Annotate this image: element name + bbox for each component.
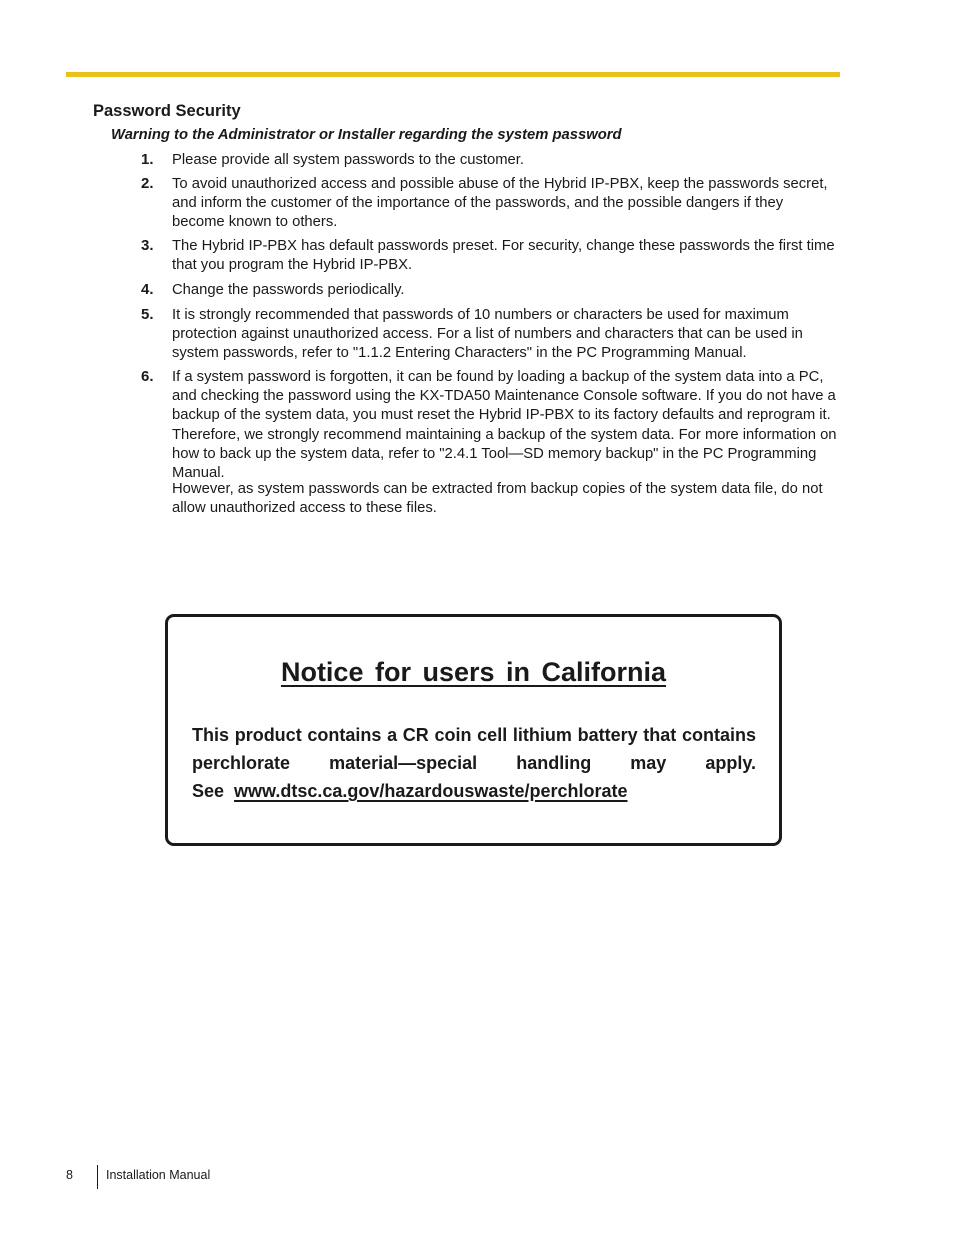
notice-body-text: This product contains a CR coin cell lithium battery that contains perchlorate material—special handling may apply. See <box>192 725 756 801</box>
list-item-text: Change the passwords periodically. <box>172 282 405 298</box>
list-item-number: 3. <box>141 237 154 254</box>
footer-divider <box>97 1165 98 1189</box>
notice-title-text: Notice for users in California <box>280 657 667 687</box>
list-item-number: 1. <box>141 151 154 168</box>
list-item-text: If a system password is forgotten, it can be found by loading a backup of the system data into a PC, and checking the password using the KX-TDA50 Maintenance Console software. If you do not have a backup of the system data, you must reset the Hybrid IP-PBX to its factory defaults and reprogram it. Therefore, we strongly recommend maintaining a backup of the system data. For more information on how to back up the system data, refer to "2.4.1 Tool—SD memory backup" in the PC Programming Manual. <box>172 369 837 482</box>
notice-title <box>168 655 779 689</box>
page-number: 8 <box>66 1168 73 1182</box>
section-title: Password Security <box>93 102 241 120</box>
list-item-number: 5. <box>141 306 154 323</box>
header-accent-rule <box>66 72 840 77</box>
list-item-text: The Hybrid IP-PBX has default passwords preset. For security, change these passwords the first time that you program the Hybrid IP-PBX. <box>172 238 835 274</box>
list-item-number: 4. <box>141 281 154 298</box>
perchlorate-link[interactable]: www.dtsc.ca.gov/hazardouswaste/perchlorate <box>234 781 628 801</box>
list-item-text: It is strongly recommended that passwords of 10 numbers or characters be used for maximum protection against unauthorized access. For a list of numbers and characters that can be used in system passwords, refer to "1.1.2 Entering Characters" in the PC Programming Manual. <box>172 307 803 362</box>
list-item-text-continuation: However, as system passwords can be extracted from backup copies of the system data file, do not allow unauthorized access to these files. <box>172 481 823 517</box>
list-item-number: 2. <box>141 175 154 192</box>
california-notice-box <box>165 614 782 846</box>
footer-manual-title: Installation Manual <box>106 1168 211 1182</box>
list-item-text: To avoid unauthorized access and possible abuse of the Hybrid IP-PBX, keep the passwords secret, and inform the customer of the importance of the passwords, and the possible dangers if they become known to others. <box>172 176 828 231</box>
warning-heading: Warning to the Administrator or Installer regarding the system password <box>111 127 622 143</box>
list-item-text: Please provide all system passwords to the customer. <box>172 152 524 168</box>
notice-body <box>192 721 756 805</box>
list-item-number: 6. <box>141 368 154 385</box>
